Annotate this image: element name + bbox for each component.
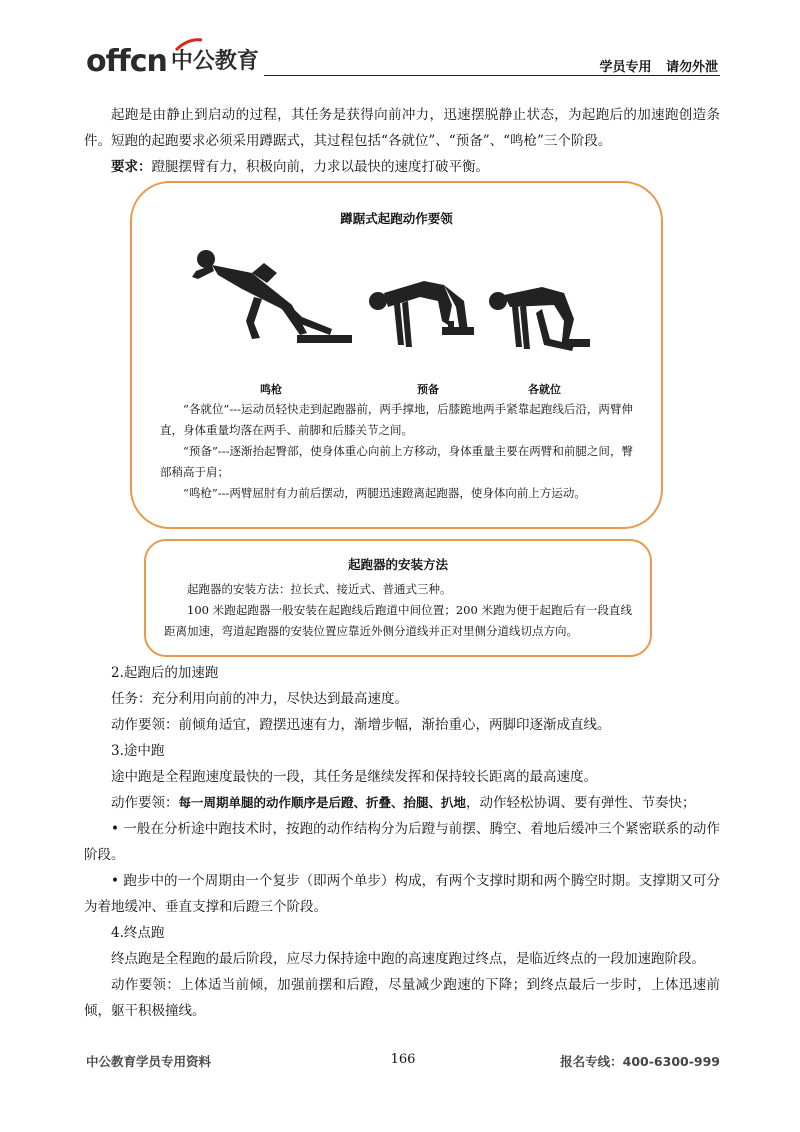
logo-latin-text: offcn <box>86 44 167 79</box>
block-placement: 100 米跑起跑器一般安装在起跑线后跑道中间位置；200 米跑为便于起跑后有一段直线距离加速，弯道起跑器的安装位置应靠近外侧分道线并正对里侧分道线切点方向。 <box>164 603 632 638</box>
requirement-label: 要求： <box>111 159 152 175</box>
gun-description: “鸣枪”---两臂屈肘有力前后摆动，两腿迅速蹬离起跑器，使身体向前上方运动。 <box>183 486 586 500</box>
section4-paragraph: 终点跑是全程跑的最后阶段，应尽力保持途中跑的高速度跑过终点，是临近终点的一段加速跑阶段。 <box>111 951 705 967</box>
section2-action: 动作要领：前倾角适宜，蹬摆迅速有力，渐增步幅，渐抬重心，两脚印逐渐成直线。 <box>111 717 611 733</box>
crouch-start-text <box>160 399 633 504</box>
requirement-paragraph <box>84 154 720 180</box>
requirement-text: 蹬腿摆臂有力，积极向前，力求以最快的速度打破平衡。 <box>151 159 489 175</box>
label-marks: 各就位 <box>528 383 561 396</box>
starting-block-box <box>144 539 652 657</box>
logo-cn-text: 中公教育 <box>170 49 259 74</box>
marks-description: “各就位”---运动员轻快走到起跑器前，两手撑地，后膝跪地两手紧靠起跑线后沿，两臂伸直，身体重量均落在两手、前脚和后膝关节之间。 <box>160 402 633 437</box>
section3-heading: 3.途中跑 <box>111 743 165 759</box>
section3-paragraph: 途中跑是全程跑速度最快的一段，其任务是继续发挥和保持较长距离的最高速度。 <box>111 769 597 785</box>
section2-heading: 2.起跑后的加速跑 <box>111 665 219 681</box>
crouch-start-box <box>130 181 663 529</box>
block-methods: 起跑器的安装方法：拉长式、接近式、普通式三种。 <box>187 582 452 596</box>
section3-bullet-2: • 跑步中的一个周期由一个复步（即两个单步）构成，有两个支撑时期和两个腾空时期。支撑期又可分为着地缓冲、垂直支撑和后蹬三个阶段。 <box>84 873 720 915</box>
page-header <box>86 36 720 80</box>
runner-marks-figure <box>484 279 594 369</box>
intro-paragraph: 起跑是由静止到启动的过程，其任务是获得向前冲力，迅速摆脱静止状态，为起跑后的加速跑创造条件。短跑的起跑要求必须采用蹲踞式，其过程包括“各就位”、“预备”、“鸣枪”三个阶段。 <box>84 107 720 149</box>
crouch-start-title: 蹲踞式起跑动作要领 <box>340 211 453 226</box>
header-rule <box>264 75 720 76</box>
section3-bullet-1: • 一般在分析途中跑技术时，按跑的动作结构分为后蹬与前摆、腾空、着地后缓冲三个紧密联系的动作阶段。 <box>84 821 720 863</box>
label-gun: 鸣枪 <box>260 383 282 396</box>
section3-action-rest: ，动作轻松协调、要有弹性、节奏快； <box>466 795 696 811</box>
runner-gun-figure <box>182 243 357 353</box>
page-number: 166 <box>390 1052 416 1067</box>
start-figures <box>132 235 661 395</box>
section3-action-label: 动作要领： <box>111 795 179 811</box>
footer-left-text: 中公教育学员专用资料 <box>86 1054 212 1069</box>
starting-block-title: 起跑器的安装方法 <box>347 557 448 572</box>
label-set: 预备 <box>417 383 439 396</box>
logo-swoosh-icon <box>174 36 204 52</box>
section4-heading: 4.终点跑 <box>111 925 165 941</box>
footer-hotline: 报名专线：400-6300-999 <box>560 1054 720 1069</box>
offcn-logo <box>86 36 259 80</box>
page-footer <box>86 1052 720 1072</box>
section2-task: 任务：充分利用向前的冲力，尽快达到最高速度。 <box>111 691 408 707</box>
runner-set-figure <box>364 275 479 370</box>
intro-section <box>84 102 720 180</box>
set-description: “预备”---逐渐抬起臀部，使身体重心向前上方移动，身体重量主要在两臂和前腿之间，臀部稍高于肩； <box>160 444 633 479</box>
section4-action: 动作要领：上体适当前倾，加强前摆和后蹬，尽量减少跑速的下降；到终点最后一步时，上体迅速前倾，躯干积极撞线。 <box>84 977 720 1019</box>
section3-action <box>84 790 720 816</box>
header-confidential-text: 学员专用 请勿外泄 <box>599 60 718 75</box>
main-text <box>84 660 720 1024</box>
section3-action-bold: 每一周期单腿的动作顺序是后蹬、折叠、抬腿、扒地 <box>178 795 467 810</box>
starting-block-text <box>164 579 632 642</box>
